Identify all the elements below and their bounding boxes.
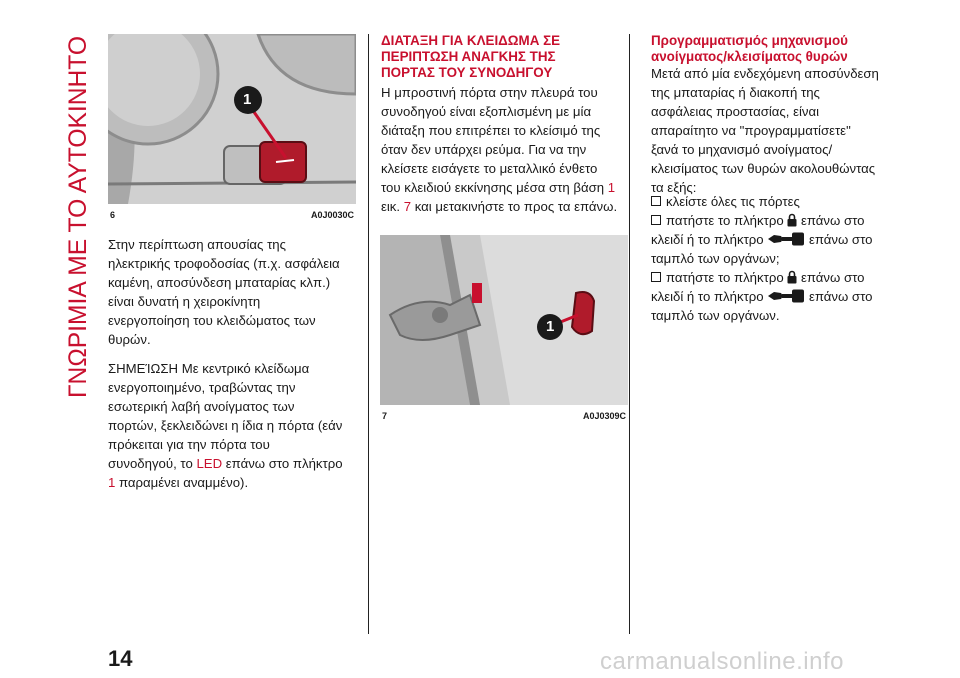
step-text: κλειδί ή το πλήκτρο — [651, 232, 764, 247]
text-line: καμένη, αποσύνδεση μπαταρίας κλπ.) — [108, 275, 331, 290]
text-line: διάταξη που επιτρέπει το κλείσιμό της — [381, 123, 601, 138]
page-number: 14 — [108, 646, 133, 671]
text-line: ξανά το μηχανισμό ανοίγματος/ — [651, 142, 833, 157]
checkbox-icon — [651, 215, 661, 225]
heading-line: ανοίγματος/κλεισίματος θυρών — [651, 49, 848, 64]
heading-line: ΠΟΡΤΑΣ ΤΟΥ ΣΥΝΟΔΗΓΟΥ — [381, 65, 553, 80]
step-text: επάνω στο — [808, 232, 873, 247]
text-line: είναι δυνατή η χειροκίνητη — [108, 294, 261, 309]
step-3-line-3: ταμπλό των οργάνων. — [651, 308, 780, 323]
text-line: θυρών. — [108, 332, 151, 347]
side-chapter-title — [36, 30, 96, 400]
step-3-line-1 — [651, 269, 864, 288]
watermark: carmanualsonline.info — [600, 648, 844, 675]
text-line: τα εξής: — [651, 180, 697, 195]
step-2-line-1 — [651, 212, 864, 231]
figure-7-callout: 1 — [546, 318, 555, 335]
heading-line: ΠΕΡΙΠΤΩΣΗ ΑΝΑΓΚΗΣ ΤΗΣ — [381, 49, 556, 64]
text-span: του κλειδιού εκκίνησης μέσα στη βάση — [381, 180, 608, 195]
text-line: Η μπροστινή πόρτα στην πλευρά του — [381, 85, 598, 100]
figure-6-callout: 1 — [243, 91, 252, 108]
step-3-line-2 — [651, 288, 872, 307]
figure-6-image — [108, 34, 356, 204]
text-line — [381, 198, 617, 217]
led-reference: LED — [196, 456, 223, 471]
step-text: πατήστε το πλήκτρο — [666, 270, 784, 285]
side-chapter-title-text: ΓΝΩΡΙΜΙΑ ΜΕ ΤΟ ΑΥΤΟΚΙΝΗΤΟ — [64, 30, 92, 398]
step-2-line-2 — [651, 231, 872, 250]
text-line: ενεργοποιημένο, τραβώντας την — [108, 380, 296, 395]
key-button-icon — [767, 289, 805, 303]
text-line: ασφάλειας προστασίας, είναι — [651, 104, 820, 119]
text-line: της μπαταρίας ή διακοπή της — [651, 85, 820, 100]
text-span: παραμένει αναμμένο). — [115, 475, 249, 490]
text-line — [108, 474, 248, 493]
lock-icon — [787, 213, 797, 227]
text-line: όταν δεν υπάρχει ρεύμα. Για να την — [381, 142, 587, 157]
text-line: ενεργοποίηση του κλειδώματος των — [108, 313, 316, 328]
text-line: Στην περίπτωση απουσίας της — [108, 237, 286, 252]
key-button-icon — [767, 232, 805, 246]
step-2-line-3: ταμπλό των οργάνων; — [651, 251, 780, 266]
button-reference-1: 1 — [108, 475, 116, 490]
text-line: ηλεκτρικής τροφοδοσίας (π.χ. ασφάλεια — [108, 256, 340, 271]
step-text: κλείστε όλες τις πόρτες — [666, 194, 800, 209]
step-text: κλειδί ή το πλήκτρο — [651, 289, 764, 304]
text-line: συνοδηγού είναι εξοπλισμένη με μία — [381, 104, 592, 119]
text-span: και μετακινήστε το προς τα επάνω. — [411, 199, 618, 214]
text-line — [381, 179, 615, 198]
text-line: Μετά από μία ενδεχόμενη αποσύνδεση — [651, 66, 879, 81]
text-line — [108, 455, 343, 474]
text-span: συνοδηγού, το — [108, 456, 197, 471]
heading-line: Προγραμματισμός μηχανισμού — [651, 33, 848, 48]
text-line: κλεισίματος των θυρών ακολουθώντας — [651, 161, 876, 176]
figure-7-image — [380, 235, 628, 405]
figure-reference-7: 7 — [403, 199, 412, 214]
figure-6-code: A0J0030C — [311, 210, 355, 220]
text-line: κλείσετε εισάγετε το μεταλλικό ένθετο — [381, 161, 598, 176]
checkbox-icon — [651, 272, 661, 282]
step-1 — [651, 193, 800, 212]
step-text: επάνω στο — [808, 289, 873, 304]
text-line: απαραίτητο να "προγραμματίσετε" — [651, 123, 851, 138]
text-span: επάνω στο πλήκτρο — [222, 456, 343, 471]
figure-6-number: 6 — [110, 210, 116, 220]
text-line: ΣΗΜΕΊΩΣΗ Με κεντρικό κλείδωμα — [108, 361, 310, 376]
heading-line: ΔΙΑΤΑΞΗ ΓΙΑ ΚΛΕΙΔΩΜΑ ΣΕ — [381, 33, 561, 48]
lock-icon — [787, 270, 797, 284]
column-divider-1 — [368, 34, 369, 634]
text-line: πρόκειται για την πόρτα του — [108, 437, 270, 452]
checkbox-icon — [651, 196, 661, 206]
socket-reference-1: 1 — [607, 180, 616, 195]
step-text: επάνω στο — [801, 270, 865, 285]
step-text: πατήστε το πλήκτρο — [666, 213, 784, 228]
figure-7-number: 7 — [382, 411, 388, 421]
step-text: επάνω στο — [801, 213, 865, 228]
text-span: εικ. — [381, 199, 404, 214]
figure-7-code: A0J0309C — [583, 411, 627, 421]
text-line: εσωτερική λαβή ανοίγματος των — [108, 399, 295, 414]
text-line: πορτών, ξεκλειδώνει η ίδια η πόρτα (εάν — [108, 418, 343, 433]
column-divider-2 — [629, 34, 630, 634]
